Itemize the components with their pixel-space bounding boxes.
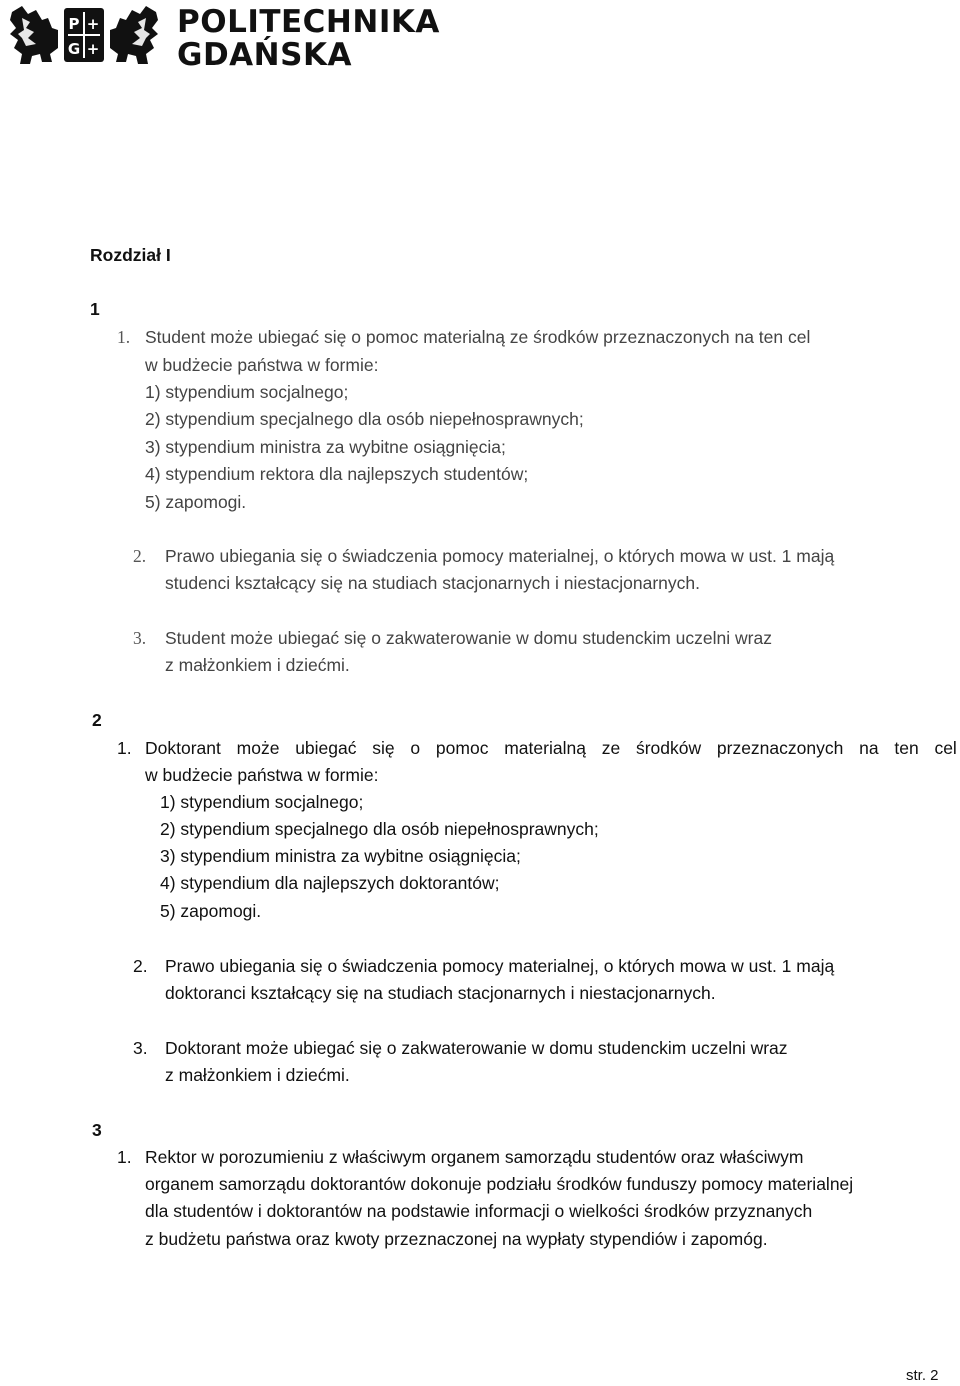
item-number: 1. [117, 1147, 132, 1167]
word: cel [934, 738, 957, 758]
brand-line-2: GDAŃSKA [177, 37, 352, 73]
word: przeznaczonych [716, 738, 844, 758]
svg-text:+: + [86, 40, 100, 58]
section-number: 2 [92, 710, 102, 730]
word: środków [635, 738, 702, 758]
list-entry: 5) zapomogi. [145, 492, 247, 512]
brand-line-1: POLITECHNIKA [177, 4, 440, 40]
item-line: Prawo ubiegania się o świadczenia pomocy materialnej, o których mowa w ust. 1 mają [165, 546, 835, 566]
item-line: w budżecie państwa w formie: [145, 355, 379, 375]
word: ten [894, 738, 919, 758]
logo-letter-g: G [67, 40, 81, 58]
item-number: 3. [133, 628, 147, 648]
item-number: 1. [117, 738, 132, 758]
list-entry: 3) stypendium ministra za wybitne osiągnięcia; [160, 846, 521, 866]
word: materialną [504, 738, 586, 758]
item-line: doktoranci kształcący się na studiach stacjonarnych i niestacjonarnych. [165, 983, 716, 1003]
word: o [410, 738, 421, 758]
svg-text:+: + [86, 15, 100, 33]
word: może [236, 738, 280, 758]
logo-letter-p: P [68, 15, 80, 33]
list-entry: 5) zapomogi. [160, 901, 262, 921]
item-line: z małżonkiem i dziećmi. [165, 655, 350, 675]
word: Doktorant [145, 738, 221, 758]
word: ze [601, 738, 621, 758]
item-number: 2. [133, 546, 147, 566]
politechnika-gdanska-emblem [8, 4, 160, 66]
item-line: Student może ubiegać się o pomoc materialną ze środków przeznaczonych na ten cel [145, 327, 811, 347]
item-line: Student może ubiegać się o zakwaterowanie w domu studenckim uczelni wraz [165, 628, 772, 648]
chapter-title: Rozdział I [90, 245, 171, 265]
list-entry: 1) stypendium socjalnego; [145, 382, 349, 402]
list-entry: 2) stypendium specjalnego dla osób niepełnosprawnych; [160, 819, 599, 839]
list-entry: 1) stypendium socjalnego; [160, 792, 364, 812]
word: ubiegać [295, 738, 357, 758]
item-line-justified [145, 738, 957, 759]
item-line: w budżecie państwa w formie: [145, 765, 379, 785]
list-entry: 4) stypendium dla najlepszych doktorantów; [160, 873, 500, 893]
item-line: dla studentów i doktorantów na podstawie informacji o wielkości środków przyznanych [145, 1201, 813, 1221]
item-line: Doktorant może ubiegać się o zakwaterowanie w domu studenckim uczelni wraz [165, 1038, 788, 1058]
item-line: Prawo ubiegania się o świadczenia pomocy materialnej, o których mowa w ust. 1 mają [165, 956, 835, 976]
list-entry: 4) stypendium rektora dla najlepszych studentów; [145, 464, 529, 484]
section-number: 3 [92, 1120, 102, 1140]
item-number: 2. [133, 956, 148, 976]
list-entry: 3) stypendium ministra za wybitne osiągnięcia; [145, 437, 506, 457]
word: pomoc [435, 738, 489, 758]
item-number: 3. [133, 1038, 148, 1058]
word: się [372, 738, 395, 758]
item-line: Rektor w porozumieniu z właściwym organem samorządu studentów oraz właściwym [145, 1147, 804, 1167]
item-line: z małżonkiem i dziećmi. [165, 1065, 350, 1085]
item-line: studenci kształcący się na studiach stacjonarnych i niestacjonarnych. [165, 573, 700, 593]
item-line: organem samorządu doktorantów dokonuje podziału środków funduszy pomocy materialnej [145, 1174, 854, 1194]
word: na [859, 738, 879, 758]
page-number: str. 2 [906, 1367, 939, 1384]
item-line: z budżetu państwa oraz kwoty przeznaczonej na wypłaty stypendiów i zapomóg. [145, 1229, 768, 1249]
section-number: 1 [90, 299, 100, 319]
list-entry: 2) stypendium specjalnego dla osób niepełnosprawnych; [145, 409, 584, 429]
item-number: 1. [117, 327, 131, 347]
brand-wordmark [177, 6, 440, 72]
